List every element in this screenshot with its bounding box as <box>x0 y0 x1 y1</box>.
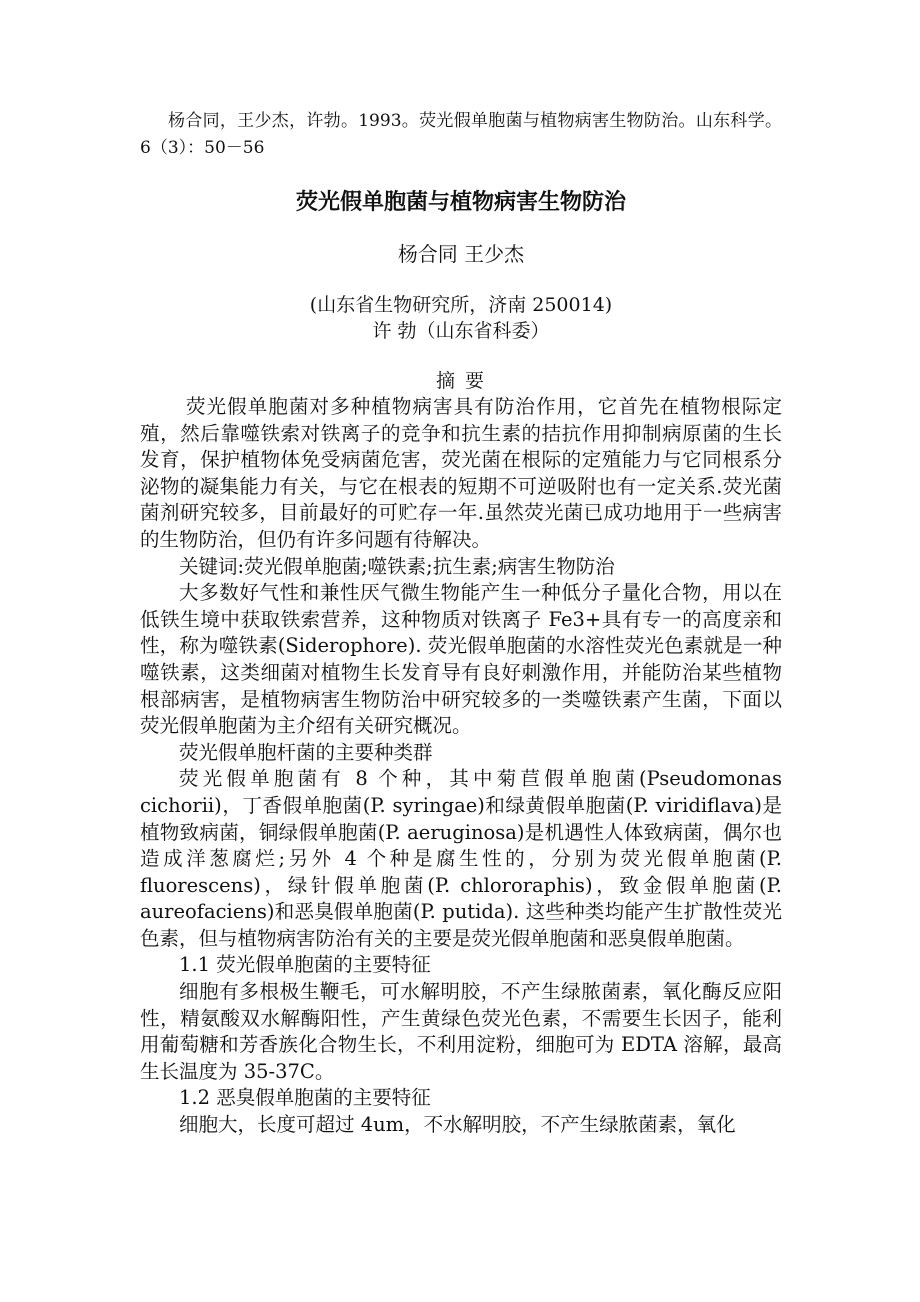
species-paragraph: 荧光假单胞菌有 8 个种，其中菊苣假单胞菌(Pseudomonas cichorii)，丁香假单胞菌(P. syringae)和绿黄假单胞菌(P. viridiflava)是植物致病菌，铜绿假单胞菌(P. aeruginosa)是机遇性人体致病菌，偶尔也造成洋葱腐烂;另外 4 个种是腐生性的，分别为荧光假单胞菌(P. fluorescens)，绿针假单胞菌(P. chlororaphis)，致金假单胞菌(P. aureofaciens)和恶臭假单胞菌(P. putida). 这些种类均能产生扩散性荧光色素，但与植物病害防治有关的主要是荧光假单胞菌和恶臭假单胞菌。 <box>140 767 782 950</box>
subsection-2-heading: 1.2 恶臭假单胞菌的主要特征 <box>179 1086 431 1110</box>
subsection-2-text: 细胞大，长度可超过 4um，不水解明胶，不产生绿脓菌素，氧化 <box>179 1113 736 1137</box>
citation: 杨合同，王少杰，许勃。1993。荧光假单胞菌与植物病害生物防治。山东科学。6（3）：50－56 <box>140 111 782 158</box>
document-page <box>140 108 782 1139</box>
keywords: 关键词:荧光假单胞菌;噬铁素;抗生素;病害生物防治 <box>179 554 615 578</box>
subsection-1-text: 细胞有多根极生鞭毛，可水解明胶，不产生绿脓菌素，氧化酶反应阳性，精氨酸双水解酶阳性，产生黄绿色荧光色素，不需要生长因子，能利用葡萄糖和芳香族化合物生长，不利用淀粉，细胞可为 EDTA 溶解，最高生长温度为 35-37C。 <box>140 980 782 1083</box>
abstract-heading: 摘 要 <box>435 370 487 392</box>
section-heading: 荧光假单胞杆菌的主要种类群 <box>179 740 433 764</box>
subsection-1-heading: 1.1 荧光假单胞菌的主要特征 <box>179 953 431 977</box>
intro-paragraph: 大多数好气性和兼性厌气微生物能产生一种低分子量化合物，用以在低铁生境中获取铁索营养，这种物质对铁离子 Fe3+具有专一的高度亲和性，称为噬铁素(Siderophore). 荧光假单胞菌的水溶性荧光色素就是一种噬铁素，这类细菌对植物生长发育导有良好刺激作用，并能防治某些植物根部病害，是植物病害生物防治中研究较多的一类噬铁素产生菌，下面以荧光假单胞菌为主介绍有关研究概况。 <box>140 581 782 738</box>
affiliation-secondary: 许 勃（山东省科委） <box>372 320 550 342</box>
authors: 杨合同 王少杰 <box>397 242 525 266</box>
abstract-text: 荧光假单胞菌对多种植物病害具有防治作用，它首先在植物根际定殖，然后靠噬铁索对铁离子的竞争和抗生素的拮抗作用抑制病原菌的生长发育，保护植物体免受病菌危害，荧光菌在根际的定殖能力与它同根系分泌物的凝集能力有关，与它在根表的短期不可逆吸附也有一定关系.荧光菌菌剂研究较多，目前最好的可贮存一年.虽然荧光菌已成功地用于一些病害的生物防治，但仍有许多问题有待解决。 <box>140 395 782 551</box>
affiliation-primary: (山东省生物研究所，济南 250014) <box>309 294 613 316</box>
page-title: 荧光假单胞菌与植物病害生物防治 <box>295 190 626 215</box>
